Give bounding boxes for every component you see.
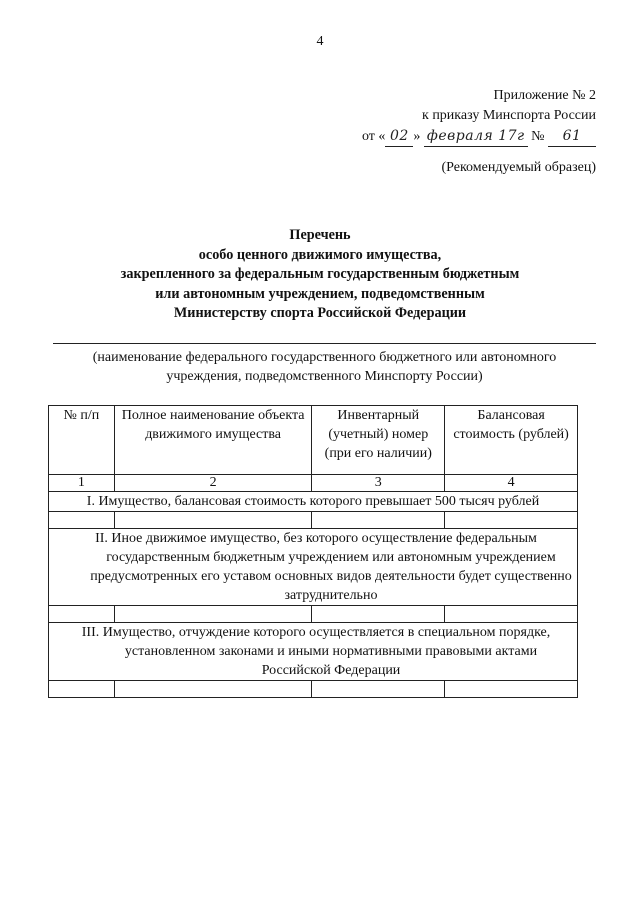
property-table bbox=[48, 405, 578, 698]
title-line-5: Министерству спорта Российской Федерации bbox=[173, 305, 467, 321]
section-1-heading: I. Имущество, балансовая стоимость которого превышает 500 тысяч рублей bbox=[49, 492, 578, 512]
column-number: 1 bbox=[49, 475, 115, 492]
appendix-block bbox=[362, 86, 596, 147]
empty-cell bbox=[49, 681, 115, 698]
column-number: 3 bbox=[312, 475, 445, 492]
column-numbers-row bbox=[49, 475, 578, 492]
header-balance-value: Балансовая стоимость (рублей) bbox=[445, 406, 578, 475]
empty-cell bbox=[114, 606, 312, 623]
section-3-row bbox=[49, 623, 578, 681]
order-date-line bbox=[362, 126, 596, 147]
title-line-3: закрепленного за федеральным государственным бюджетным bbox=[120, 266, 520, 282]
title-line-4: или автономным учреждением, подведомственным bbox=[155, 285, 485, 302]
empty-cell bbox=[312, 606, 445, 623]
institution-name-fill-line bbox=[53, 343, 596, 344]
caption-line-1: (наименование федерального государственного бюджетного или автономного bbox=[92, 350, 557, 365]
appendix-line-2: к приказу Минспорта России bbox=[422, 108, 596, 123]
institution-caption bbox=[53, 348, 596, 386]
sample-label: (Рекомендуемый образец) bbox=[441, 160, 596, 175]
caption-line-2: учреждения, подведомственного Минспорту России) bbox=[166, 369, 483, 384]
section-3-heading: III. Имущество, отчуждение которого осуществляется в специальном порядке, установленном законами и иными нормативными правовыми актами Российской Федерации bbox=[49, 623, 578, 681]
handwritten-month-year: февраля 17г bbox=[424, 126, 528, 147]
empty-table-row bbox=[49, 681, 578, 698]
section-2-heading: II. Иное движимое имущество, без которого осуществление федеральным государственным бюджетным учреждением или автономным учреждением предусмотренных его уставом основных видов деятельности будет существенно затруднительно bbox=[49, 529, 578, 606]
header-number: № п/п bbox=[49, 406, 115, 475]
header-object-name: Полное наименование объекта движимого имущества bbox=[114, 406, 312, 475]
empty-cell bbox=[445, 681, 578, 698]
empty-cell bbox=[445, 512, 578, 529]
title-line-2: особо ценного движимого имущества, bbox=[198, 246, 442, 263]
section-1-row bbox=[49, 492, 578, 512]
handwritten-day: 02 bbox=[385, 126, 413, 147]
page-number: 4 bbox=[316, 34, 324, 49]
order-from-prefix: от « bbox=[361, 129, 386, 144]
empty-cell bbox=[49, 512, 115, 529]
empty-cell bbox=[445, 606, 578, 623]
table-header-row bbox=[49, 406, 578, 475]
empty-table-row bbox=[49, 512, 578, 529]
empty-table-row bbox=[49, 606, 578, 623]
handwritten-order-number: 61 bbox=[548, 126, 596, 147]
empty-cell bbox=[312, 512, 445, 529]
header-inventory-number: Инвентарный (учетный) номер (при его наличии) bbox=[312, 406, 445, 475]
empty-cell bbox=[114, 512, 312, 529]
order-number-prefix: № bbox=[531, 129, 545, 144]
order-date-closing-quote: » bbox=[413, 129, 421, 144]
empty-cell bbox=[49, 606, 115, 623]
column-number: 2 bbox=[114, 475, 312, 492]
empty-cell bbox=[312, 681, 445, 698]
document-title bbox=[0, 226, 640, 324]
title-line-1: Перечень bbox=[289, 227, 351, 243]
appendix-line-1: Приложение № 2 bbox=[493, 88, 596, 103]
section-2-row bbox=[49, 529, 578, 606]
empty-cell bbox=[114, 681, 312, 698]
column-number: 4 bbox=[445, 475, 578, 492]
